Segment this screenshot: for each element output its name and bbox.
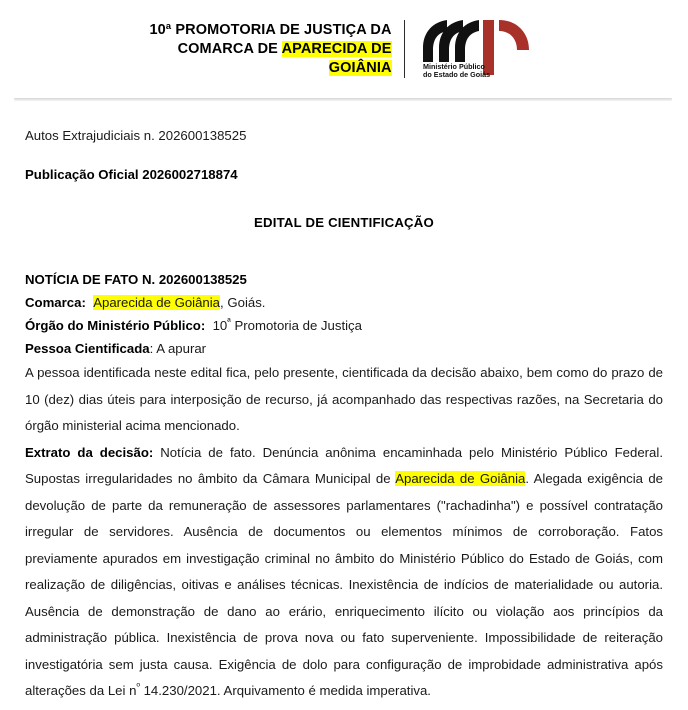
document-body xyxy=(0,101,688,705)
header-title-block xyxy=(149,21,403,78)
extrato-da-decisao-paragraph xyxy=(25,440,663,705)
spacer xyxy=(25,230,663,254)
header-title-line-3-highlight: GOIÂNIA xyxy=(328,59,392,76)
cientificacao-paragraph xyxy=(25,360,663,440)
logo-text-line-2: do Estado de Goiás xyxy=(422,70,490,79)
comarca-line xyxy=(25,291,663,314)
header-title-line-2-plain: COMARCA DE xyxy=(177,40,282,57)
comarca-value-rest: , Goiás. xyxy=(220,295,266,310)
cientificacao-paragraph-text: A pessoa identificada neste edital fica, pelo presente, cientificada da decisão abaixo, bem como do prazo de 10 (dez) dias úteis para interposição de recurso, já acompanhado das respectivas razões, na Secretaria do órgão ministerial acima mencionado. xyxy=(25,365,663,433)
pessoa-cientificada-separator: : xyxy=(149,341,157,356)
edital-title: EDITAL DE CIENTIFICAÇÃO xyxy=(254,215,434,230)
header-title-line-2-highlight: APARECIDA DE xyxy=(281,40,392,57)
orgao-value-ordinal: ª xyxy=(227,316,231,328)
spacer xyxy=(25,182,663,206)
orgao-label: Órgão do Ministério Público: xyxy=(25,318,206,333)
comarca-value-highlight: Aparecida de Goiânia xyxy=(93,295,221,310)
document-header xyxy=(0,0,688,84)
extrato-lei-ordinal: º xyxy=(136,681,140,693)
header-title-line-1 xyxy=(149,21,391,40)
pessoa-cientificada-value: A apurar xyxy=(156,341,207,356)
extrato-da-decisao-label: Extrato da decisão: xyxy=(25,444,154,460)
pessoa-cientificada-label: Pessoa Cientificada xyxy=(25,341,150,356)
spacer xyxy=(25,254,663,268)
spacer xyxy=(25,206,663,215)
mpgo-logo-graphic xyxy=(421,18,539,80)
spacer xyxy=(25,143,663,167)
extrato-highlight-comarca: Aparecida de Goiânia xyxy=(395,471,526,486)
noticia-de-fato-label: NOTÍCIA DE FATO N. 202600138525 xyxy=(25,272,247,287)
extrato-part-2: . Alegada exigência de devolução de parte da remuneração de assessores parlamentares ("rachadinha") e possível contratação irregular de servidores. Ausência de documentos ou elementos mínimos de corroboração. Fatos previamente apurados em investigação criminal no âmbito do Ministério Público do Estado de Goiás, com realização de diligências, oitivas e análises técnicas. Inexistência de indícios de materialidade ou autoria. Ausência de demonstração de dano ao erário, enriquecimento ilícito ou violação aos princípios da administração pública. Inexistência de prova nova ou fato superveniente. Impossibilidade de reiteração investigatória sem justa causa. Exigência de dolo para configuração de improbidade administrativa após alterações da Lei n xyxy=(25,471,664,698)
logo-wave-shapes xyxy=(423,20,479,62)
noticia-de-fato-line xyxy=(25,268,663,291)
publicacao-oficial-line: Publicação Oficial 2026002718874 xyxy=(25,167,238,182)
extrato-part-1: Notícia de fato. Denúncia anônima encaminhada pelo Ministério Público Federal. Supostas irregularidades no âmbito da Câmara Municipal de xyxy=(25,444,663,486)
header-title-line-2 xyxy=(149,40,391,59)
orgao-ministerio-publico-line xyxy=(25,314,663,337)
extrato-part-3: 14.230/2021. Arquivamento é medida imperativa. xyxy=(139,683,431,698)
orgao-value-number: 10 xyxy=(212,318,228,333)
orgao-value-rest: Promotoria de Justiça xyxy=(230,318,362,333)
logo-red-arc xyxy=(499,20,529,50)
spacer xyxy=(25,101,663,128)
comarca-label: Comarca: xyxy=(25,295,86,310)
header-title-line-3 xyxy=(149,59,391,78)
logo-text-line-1: Ministério Público xyxy=(422,62,485,71)
autos-extrajudiciais-line: Autos Extrajudiciais n. 202600138525 xyxy=(25,128,247,143)
pessoa-cientificada-line xyxy=(25,337,663,360)
mpgo-logo xyxy=(405,18,539,80)
header-title-line-1-text: 10ª PROMOTORIA DE JUSTIÇA DA xyxy=(149,21,392,38)
